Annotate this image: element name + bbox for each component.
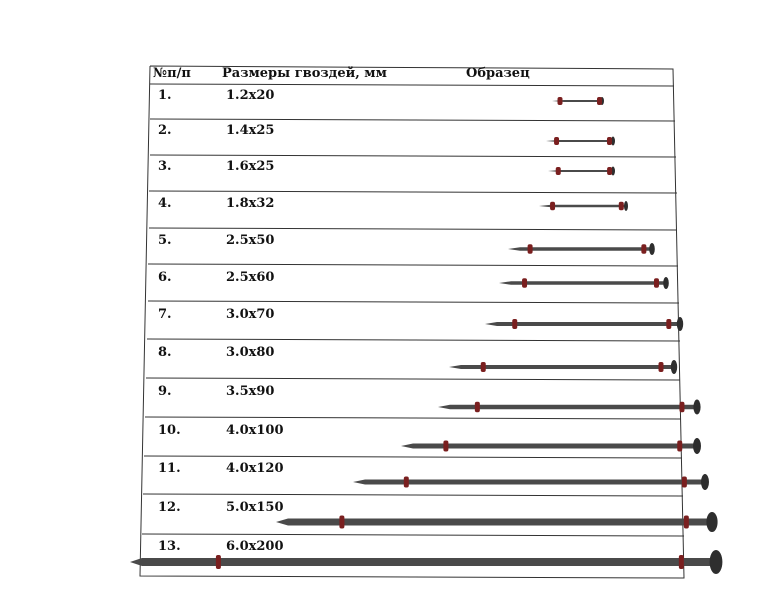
row-size: 3.5х90 [226, 384, 275, 399]
row-number: 12. [158, 500, 181, 515]
nail-band [654, 278, 659, 288]
row-number: 8. [158, 345, 172, 360]
row-size: 6.0х200 [226, 539, 284, 554]
row-size: 1.6х25 [226, 159, 275, 174]
row-size: 5.0х150 [226, 500, 284, 515]
nail-head [671, 360, 677, 374]
row-number: 5. [158, 233, 172, 248]
row-size: 2.5х60 [226, 270, 275, 285]
row-number: 4. [158, 196, 172, 211]
row-size: 1.8х32 [226, 196, 275, 211]
row-size: 3.0х80 [226, 345, 275, 360]
nail-band [512, 319, 517, 329]
nail-head [677, 317, 683, 331]
header-number: №п/п [153, 66, 191, 81]
header-size: Размеры гвоздей, мм [222, 66, 387, 81]
row-number: 10. [158, 423, 181, 438]
row-number: 2. [158, 123, 172, 138]
row-size: 4.0х120 [226, 461, 284, 476]
nail-band [679, 402, 684, 413]
row-size: 2.5х50 [226, 233, 275, 248]
row-number: 1. [158, 88, 172, 103]
nail-band [550, 202, 555, 211]
nail-band [619, 202, 624, 211]
nail-band [666, 319, 671, 329]
nail-head [649, 243, 655, 255]
nail-band [522, 278, 527, 288]
row-number: 6. [158, 270, 172, 285]
nail-band [597, 97, 602, 105]
nail-head [693, 438, 701, 454]
nail-band [607, 167, 612, 175]
nail-band [475, 402, 480, 413]
header-sample: Образец [466, 66, 530, 81]
row-number: 13. [158, 539, 181, 554]
nail-head [663, 277, 669, 289]
nail-band [554, 137, 559, 145]
nail-band [216, 555, 221, 569]
nail-head [710, 550, 723, 574]
nail-head [693, 400, 700, 415]
nail-band [684, 516, 689, 529]
row-number: 11. [158, 461, 181, 476]
row-number: 7. [158, 307, 172, 322]
row-size: 3.0х70 [226, 307, 275, 322]
nail-band [679, 555, 684, 569]
nail-band [443, 441, 448, 452]
row-size: 1.2х20 [226, 88, 275, 103]
row-number: 9. [158, 384, 172, 399]
nail-head [706, 512, 717, 532]
nail-band [404, 477, 409, 488]
nail-band [607, 137, 612, 145]
nail-head [701, 474, 709, 490]
row-number: 3. [158, 159, 172, 174]
row-size: 4.0х100 [226, 423, 284, 438]
nail-band [339, 516, 344, 529]
nail-band [682, 477, 687, 488]
nail-band [659, 362, 664, 372]
nail-band [528, 244, 533, 254]
nail-band [558, 97, 563, 105]
nail-band [481, 362, 486, 372]
nail-band [641, 244, 646, 254]
nail-band [556, 167, 561, 175]
nail-head [624, 201, 628, 211]
nail-band [677, 441, 682, 452]
row-size: 1.4х25 [226, 123, 275, 138]
